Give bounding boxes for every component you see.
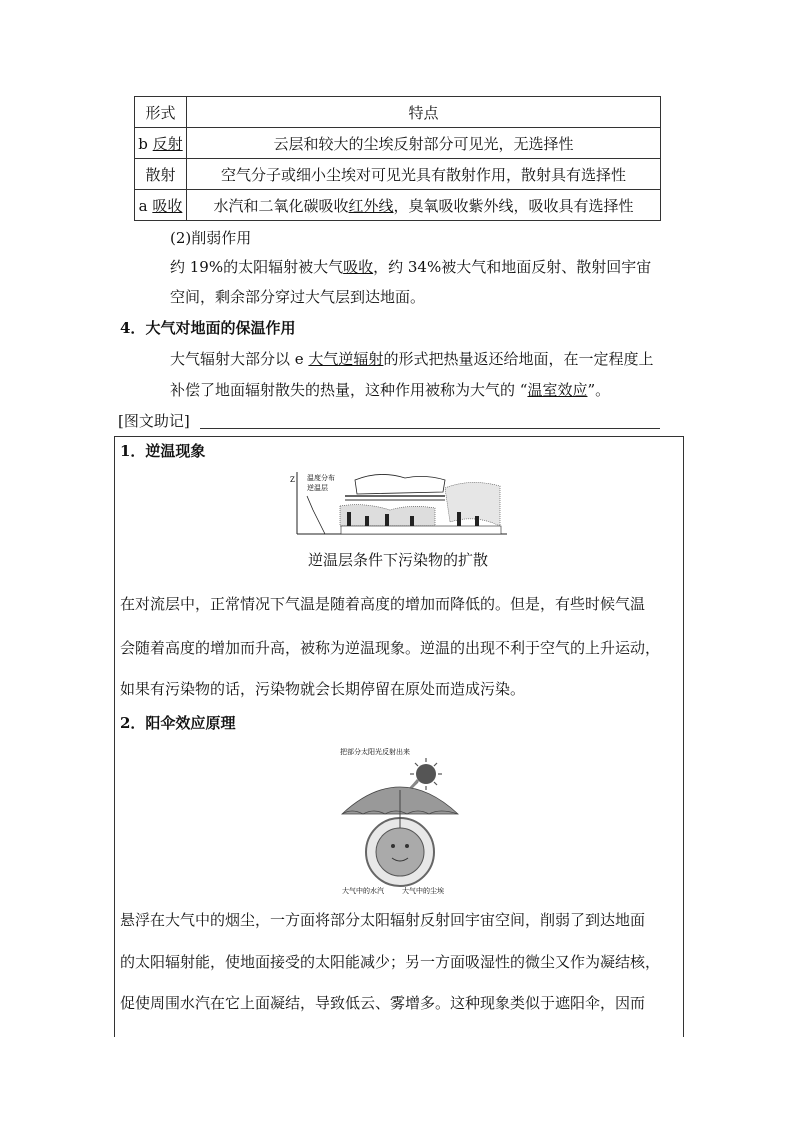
weaken-line-1: 约 19%的太阳辐射被大气吸收，约 34%被大气和地面反射、散射回宇宙 xyxy=(170,258,652,276)
dust-label: 大气中的尘埃 xyxy=(402,887,444,895)
section2-line-1: 悬浮在大气中的烟尘，一方面将部分太阳辐射反射回宇宙空间，削弱了到达地面 xyxy=(120,911,646,929)
weaken-title: (2)削弱作用 xyxy=(170,229,252,247)
inversion-figure xyxy=(285,466,511,538)
vapor-label: 大气中的水汽 xyxy=(342,887,384,895)
form-label: 反射 xyxy=(152,134,183,153)
atmosphere-effects-table xyxy=(134,96,661,221)
section1-line-3: 如果有污染物的话，污染物就会长期停留在原处而造成污染。 xyxy=(120,680,526,698)
form-cell xyxy=(135,128,187,159)
form-cell xyxy=(135,159,187,190)
section2-title: 2．阳伞效应原理 xyxy=(120,714,236,732)
reflect-label: 把部分太阳光反射出来 xyxy=(340,748,410,756)
section2-line-3: 促使周围水汽在它上面凝结，导致低云、雾增多。这种现象类似于遮阳伞，因而 xyxy=(120,994,646,1012)
feature-cell: 水汽和二氧化碳吸收红外线，臭氧吸收紫外线，吸收具有选择性 xyxy=(187,190,661,221)
header-form: 形式 xyxy=(135,97,187,128)
table-row xyxy=(135,190,661,221)
feature-cell: 云层和较大的尘埃反射部分可见光，无选择性 xyxy=(187,128,661,159)
section2-line-2: 的太阳辐射能，使地面接受的太阳能减少；另一方面吸湿性的微尘又作为凝结核， xyxy=(120,953,661,971)
insulation-heading: 4．大气对地面的保温作用 xyxy=(120,319,296,337)
answer-letter: b xyxy=(138,134,153,153)
table-header-row xyxy=(135,97,661,128)
form-cell xyxy=(135,190,187,221)
aid-divider xyxy=(200,428,660,429)
table-row xyxy=(135,128,661,159)
insulation-line-1: 大气辐射大部分以 e 大气逆辐射的形式把热量返还给地面，在一定程度上 xyxy=(170,350,654,368)
section1-title: 1．逆温现象 xyxy=(120,442,206,460)
form-label: 散射 xyxy=(145,165,176,184)
answer-letter: a xyxy=(138,196,153,215)
umbrella-figure xyxy=(330,740,470,900)
header-feature: 特点 xyxy=(187,97,661,128)
inversion-layer-label: 逆温层 xyxy=(307,484,328,492)
earth-icon xyxy=(376,828,424,876)
section1-line-1: 在对流层中，正常情况下气温是随着高度的增加而降低的。但是，有些时候气温 xyxy=(120,595,646,613)
aid-label: [图文助记] xyxy=(118,412,190,430)
form-label: 吸收 xyxy=(152,196,183,215)
insulation-line-2: 补偿了地面辐射散失的热量，这种作用被称为大气的 “温室效应”。 xyxy=(170,381,611,399)
z-axis-label: Z xyxy=(290,476,295,484)
feature-cell: 空气分子或细小尘埃对可见光具有散射作用，散射具有选择性 xyxy=(187,159,661,190)
table-row xyxy=(135,159,661,190)
temp-dist-label: 温度分布 xyxy=(307,474,335,482)
section1-line-2: 会随着高度的增加而升高，被称为逆温现象。逆温的出现不利于空气的上升运动， xyxy=(120,639,661,657)
figure1-caption: 逆温层条件下污染物的扩散 xyxy=(307,551,488,569)
weaken-line-2: 空间，剩余部分穿过大气层到达地面。 xyxy=(170,288,426,306)
